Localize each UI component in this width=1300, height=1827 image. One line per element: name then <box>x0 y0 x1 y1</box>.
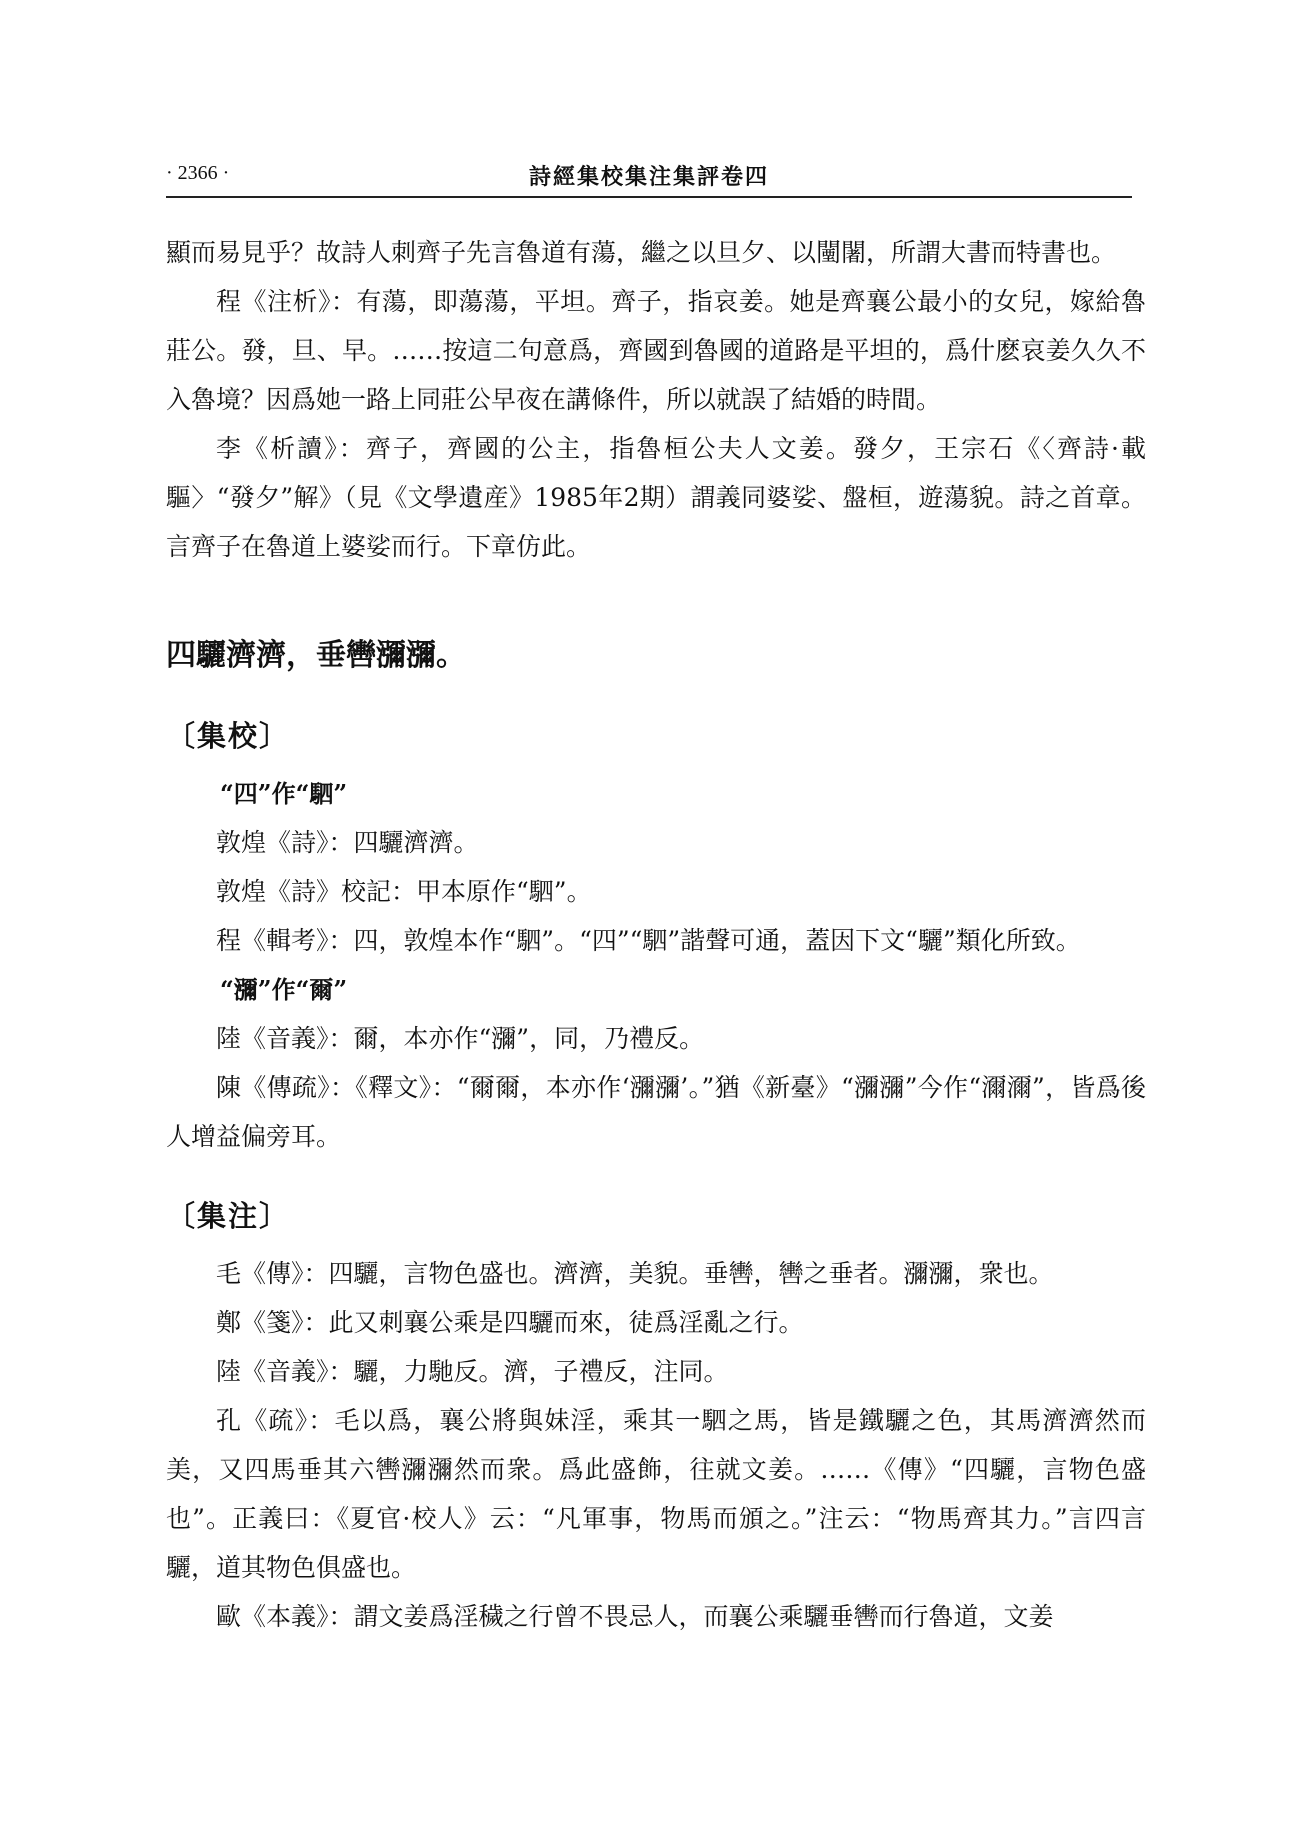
paragraph: 陸《音義》：爾，本亦作“瀰”，同，乃禮反。 <box>216 1024 705 1053</box>
verse-line: 四驪濟濟，垂轡瀰瀰。 <box>166 638 466 673</box>
page-body <box>166 228 1146 1641</box>
collation-subheading: “瀰”作“爾” <box>220 975 348 1004</box>
paragraph: 程《輯考》：四，敦煌本作“駟”。“四”“駟”諧聲可通，蓋因下文“驪”類化所致。 <box>216 926 1081 955</box>
paragraph: 陸《音義》：驪，力馳反。濟，子禮反，注同。 <box>216 1357 729 1386</box>
paragraph: 程《注析》：有蕩，即蕩蕩，平坦。齊子，指哀姜。她是齊襄公最小的女兒，嫁給魯莊公。發，旦、早。……按這二句意爲，齊國到魯國的道路是平坦的，爲什麽哀姜久久不入魯境？因爲她一路上同莊公早夜在講條件，所以就誤了結婚的時間。 <box>166 287 1146 414</box>
paragraph: 毛《傳》：四驪，言物色盛也。濟濟，美貌。垂轡，轡之垂者。瀰瀰，衆也。 <box>216 1259 1054 1288</box>
page-number: · 2366 · <box>166 162 230 184</box>
paragraph: 李《析讀》：齊子，齊國的公主，指魯桓公夫人文姜。發夕，王宗石《〈齊詩·載驅〉“發夕”解》（見《文學遺産》1985年2期）謂義同婆娑、盤桓，遊蕩貌。詩之首章。言齊子在魯道上婆娑而行。下章仿此。 <box>166 434 1146 561</box>
paragraph: 歐《本義》：謂文姜爲淫穢之行曾不畏忌人，而襄公乘驪垂轡而行魯道，文姜 <box>216 1602 1054 1631</box>
section-heading-jizhu: 〔集注〕 <box>166 1199 291 1233</box>
paragraph: 孔《疏》：毛以爲，襄公將與妹淫，乘其一駟之馬，皆是鐵驪之色，其馬濟濟然而美，又四馬垂其六轡瀰瀰然而衆。爲此盛飾，往就文姜。……《傳》“四驪，言物色盛也”。正義曰：《夏官·校人》云：“凡軍事，物馬而頒之。”注云：“物馬齊其力。”言四言驪，道其物色俱盛也。 <box>166 1406 1146 1582</box>
paragraph: 敦煌《詩》：四驪濟濟。 <box>216 828 479 857</box>
collation-subheading: “四”作“駟” <box>220 779 348 808</box>
page-header <box>166 160 1132 198</box>
section-heading-jiaojiao: 〔集校〕 <box>166 719 291 753</box>
paragraph: 鄭《箋》：此又刺襄公乘是四驪而來，徒爲淫亂之行。 <box>216 1308 804 1337</box>
paragraph: 顯而易見乎？故詩人刺齊子先言魯道有蕩，繼之以旦夕、以闉闍，所謂大書而特書也。 <box>166 238 1117 267</box>
paragraph: 陳《傳疏》：《釋文》：“爾爾，本亦作‘瀰瀰’。”猶《新臺》“瀰瀰”今作“濔濔”，皆爲後人增益偏旁耳。 <box>166 1073 1146 1151</box>
running-title: 詩經集校集注集評卷四 <box>528 164 769 190</box>
paragraph: 敦煌《詩》校記：甲本原作“駟”。 <box>216 877 592 906</box>
